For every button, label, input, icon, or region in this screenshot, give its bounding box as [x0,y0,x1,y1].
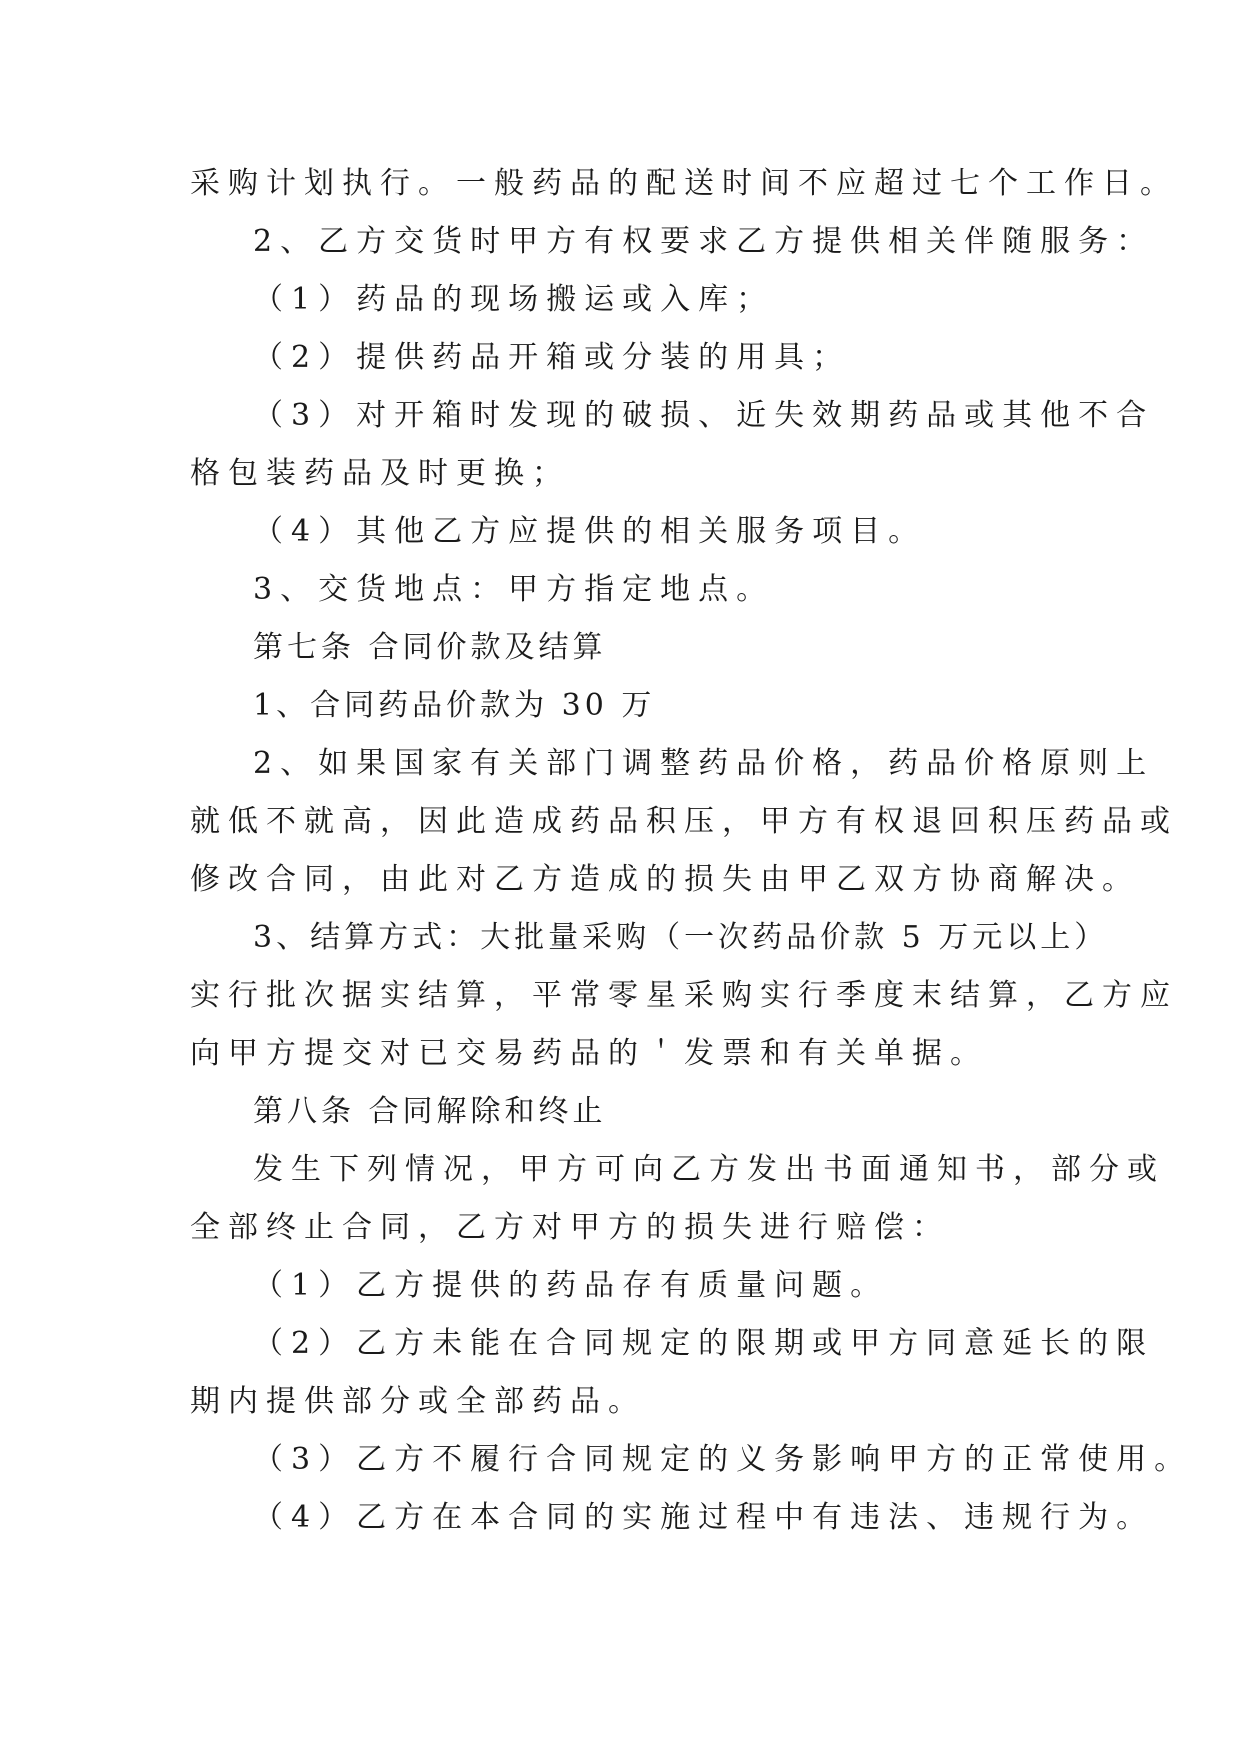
text-line: 2、如果国家有关部门调整药品价格，药品价格原则上 [253,746,1155,781]
text-line: 采购计划执行。一般药品的配送时间不应超过七个工作日。 [190,166,1178,201]
text-line: （1）乙方提供的药品存有质量问题。 [253,1268,889,1303]
text-line: 实行批次据实结算，平常零星采购实行季度末结算，乙方应 [190,978,1178,1013]
text-line: 3、交货地点：甲方指定地点。 [253,572,775,607]
text-line: 发生下列情况，甲方可向乙方发出书面通知书，部分或 [253,1152,1165,1187]
text-line: （2）提供药品开箱或分装的用具； [253,340,851,375]
section-heading: 第七条 合同价款及结算 [253,630,607,665]
text-line: （4）其他乙方应提供的相关服务项目。 [253,514,927,549]
text-line: （2）乙方未能在合同规定的限期或甲方同意延长的限 [253,1326,1155,1361]
text-line: 1、合同药品价款为 30 万 [253,688,656,723]
text-line: 格包装药品及时更换； [190,456,570,491]
text-line: （3）乙方不履行合同规定的义务影响甲方的正常使用。 [253,1442,1193,1477]
text-line: 就低不就高，因此造成药品积压，甲方有权退回积压药品或 [190,804,1178,839]
text-line: 期内提供部分或全部药品。 [190,1384,646,1419]
text-line: （3）对开箱时发现的破损、近失效期药品或其他不合 [253,398,1155,433]
text-line: 向甲方提交对已交易药品的＇发票和有关单据。 [190,1036,988,1071]
text-line: （4）乙方在本合同的实施过程中有违法、违规行为。 [253,1500,1155,1535]
section-heading: 第八条 合同解除和终止 [253,1094,607,1129]
text-line: 2、乙方交货时甲方有权要求乙方提供相关伴随服务： [253,224,1155,259]
text-line: 全部终止合同，乙方对甲方的损失进行赔偿： [190,1210,950,1245]
text-line: （1）药品的现场搬运或入库； [253,282,775,317]
text-line: 3、结算方式：大批量采购（一次药品价款 5 万元以上） [253,920,1109,955]
text-line: 修改合同，由此对乙方造成的损失由甲乙双方协商解决。 [190,862,1140,897]
